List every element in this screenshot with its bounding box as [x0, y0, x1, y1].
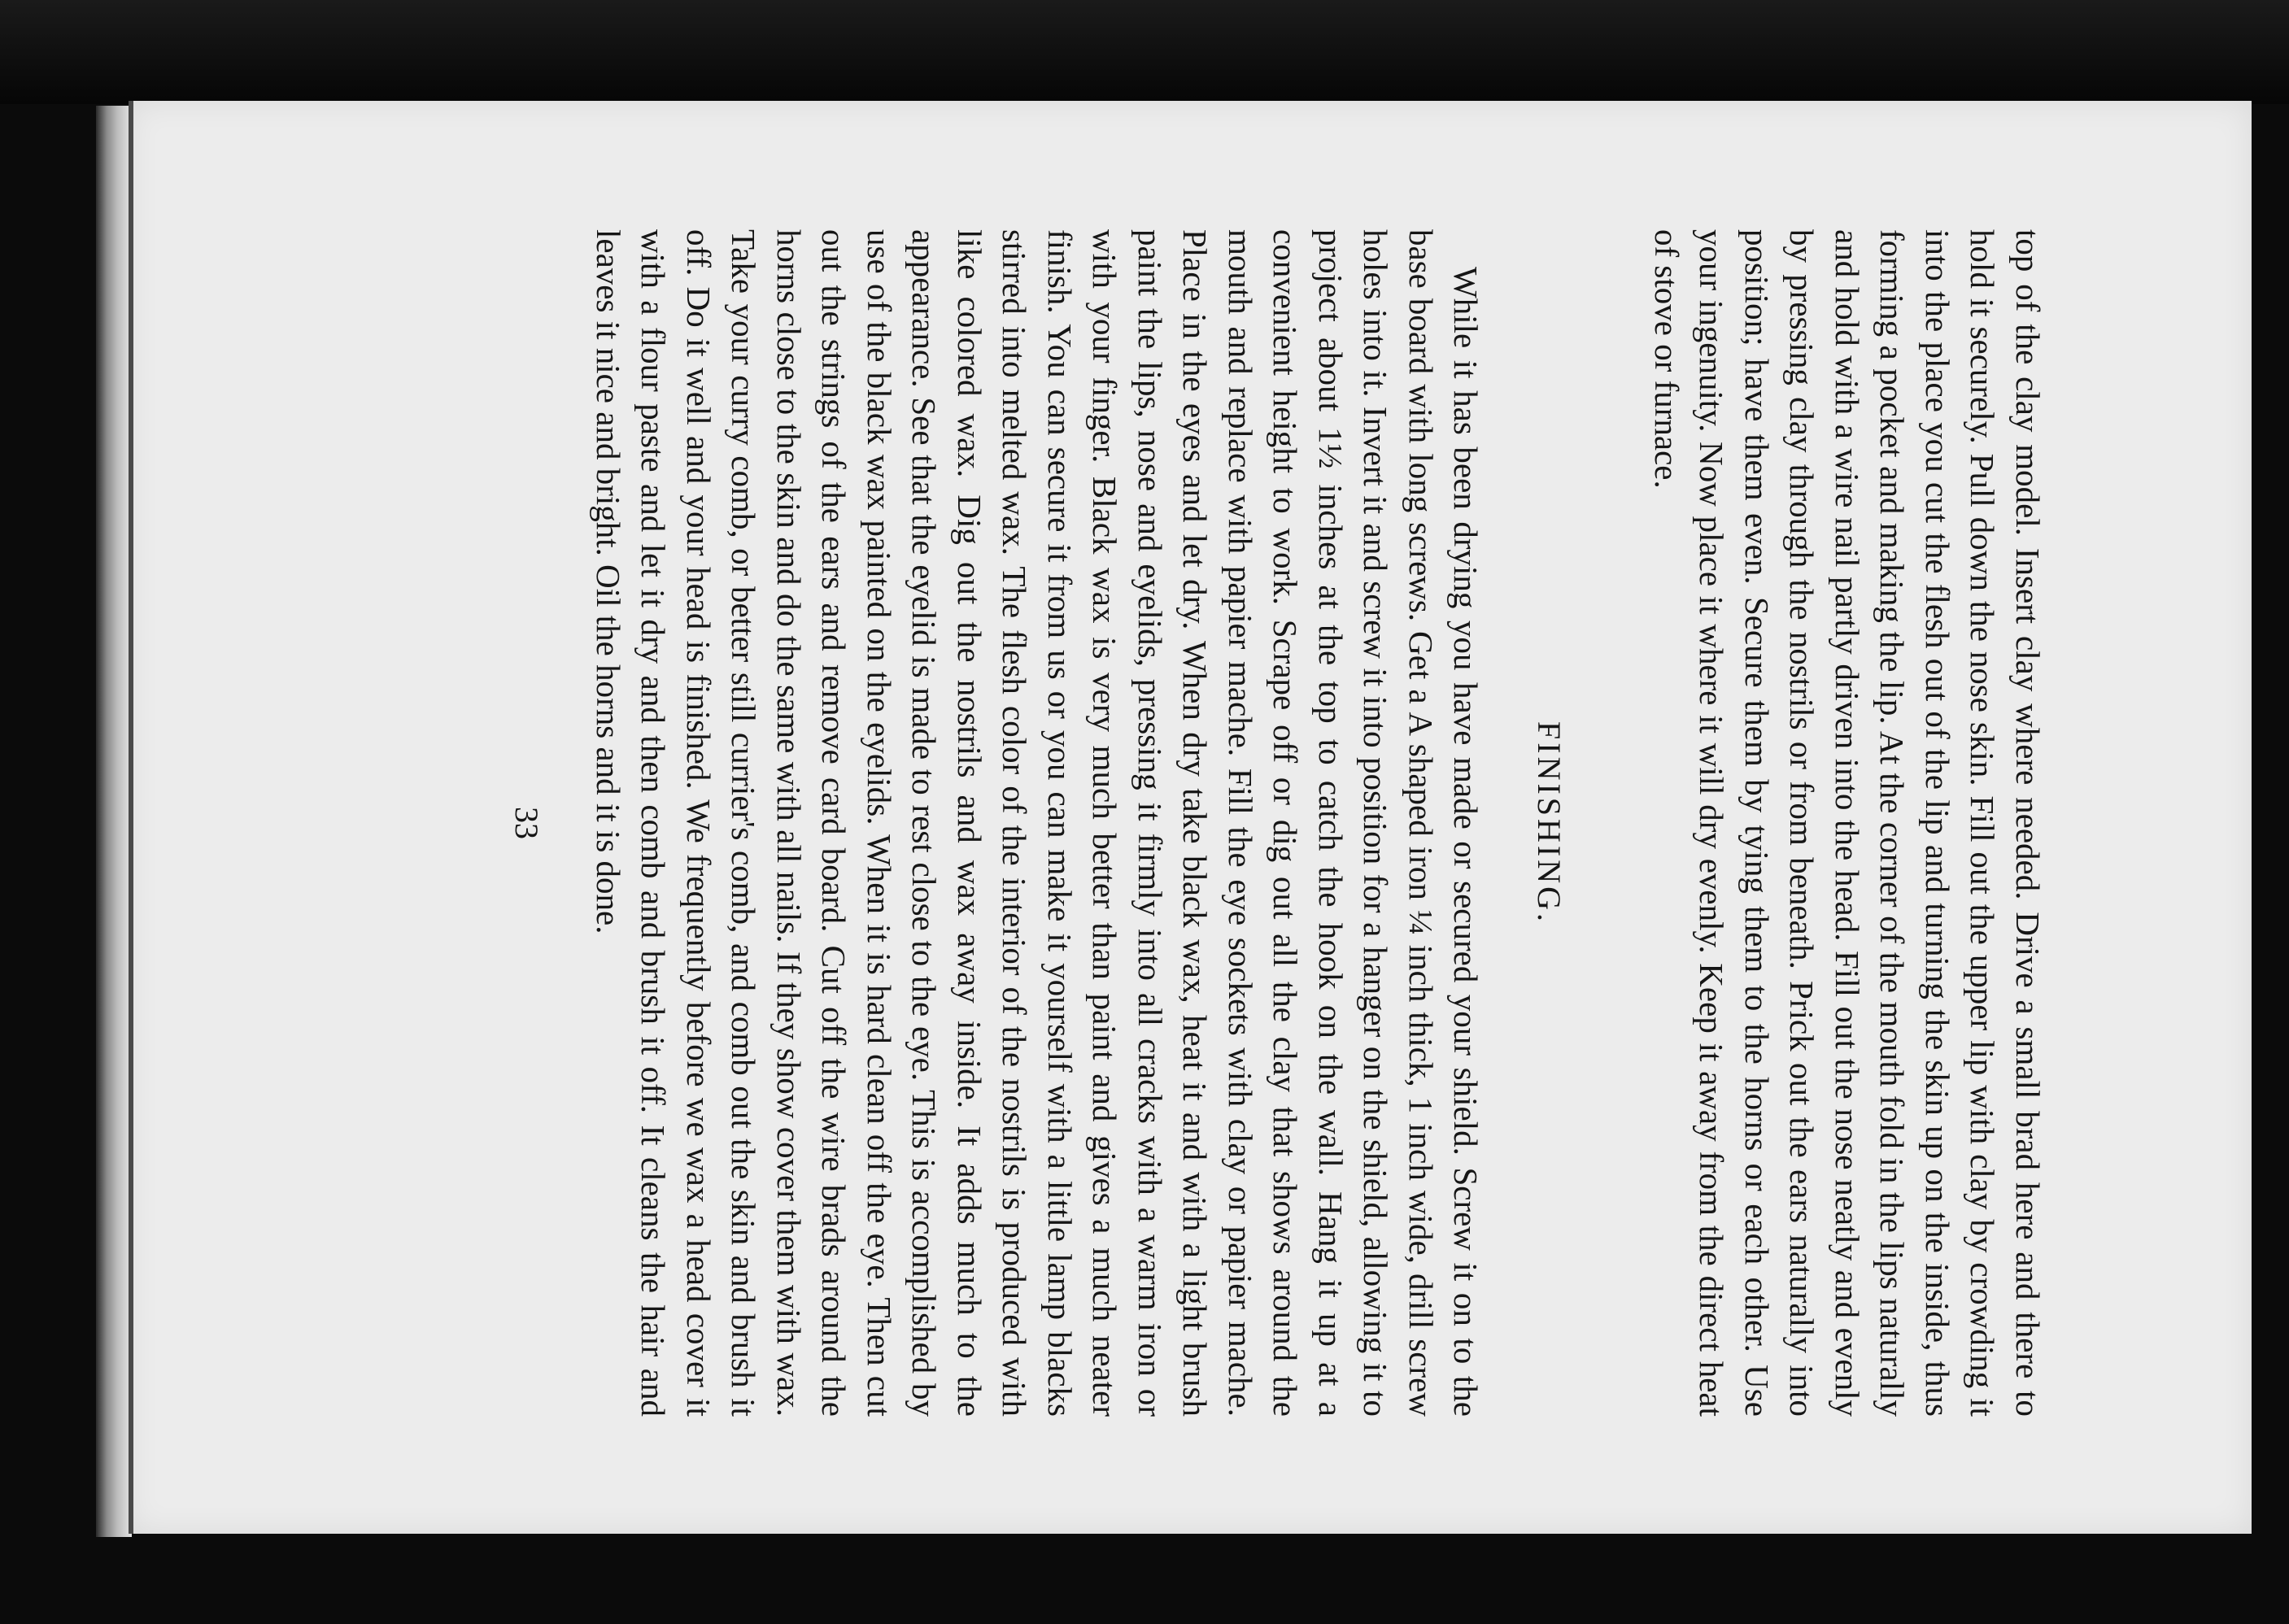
section-heading: FINISHING. — [1531, 721, 1568, 925]
scan-top-border — [0, 0, 2289, 104]
left-page-edge — [96, 106, 132, 1537]
page-number: 33 — [508, 807, 546, 839]
page-gutter — [129, 101, 133, 1534]
body-paragraph: top of the clay model. Insert clay where needed. Drive a small brad here and there to hold it securely. Pull down the nose skin. Fill out the upper lip with clay by crowding it into the place you cut the flesh out of the lip and turning the skin up on the inside, thus forming a pocket and making the lip. At the corner of the mouth fold in the lips naturally and hold with a wire nail partly driven into the head. Fill out the nose neatly and evenly by pressing clay through the nostrils or from beneath. Prick out the ears naturally into position; have them even. Secure them by tying them to the horns or each other. Use your ingenuity. Now place it where it will dry evenly. Keep it away from the direct heat of stove or furnace. — [1648, 229, 2047, 1417]
page-text-block — [293, 229, 2050, 1417]
section-paragraph: While it has been drying you have made or secured your shield. Screw it on to the base board with long screws. Get a A shaped iron ¼ inch thick, 1 inch wide, drill screw holes into it. Invert it and screw it into position for a hanger on the shield, allowing it to project about 1½ inches at the top to catch the hook on the wall. Hang it up at a convenient height to work. Scrape off or dig out all the clay that shows around the mouth and replace with papier mache. Fill the eye sockets with clay or papier mache. Place in the eyes and let dry. When dry take black wax, heat it and with a light brush paint the lips, nose and eyelids, pressing it firmly into all cracks with a warm iron or with your finger. Black wax is very much better than paint and gives a much neater finish. You can secure it from us or you can make it yourself with a little lamp blacks stirred into melted wax. The flesh color of the interior of the nostrils is produced with like colored wax. Dig out the nostrils and wax away inside. It adds much to the appearance. See that the eyelid is made to rest close to the eye. This is accomplished by use of the black wax painted on the eyelids. When it is hard clean off the eye. Then cut out the strings of the ears and remove card board. Cut off the wire brads around the horns close to the skin and do the same with all nails. If they show cover them with wax. Take your curry comb, or better still currier's comb, and comb out the skin and brush it off. Do it well and your head is finished. We frequently before we wax a head cover it with a flour paste and let it dry and then comb and brush it off. It cleans the hair and leaves it nice and bright. Oil the horns and it is done. — [590, 229, 1485, 1417]
